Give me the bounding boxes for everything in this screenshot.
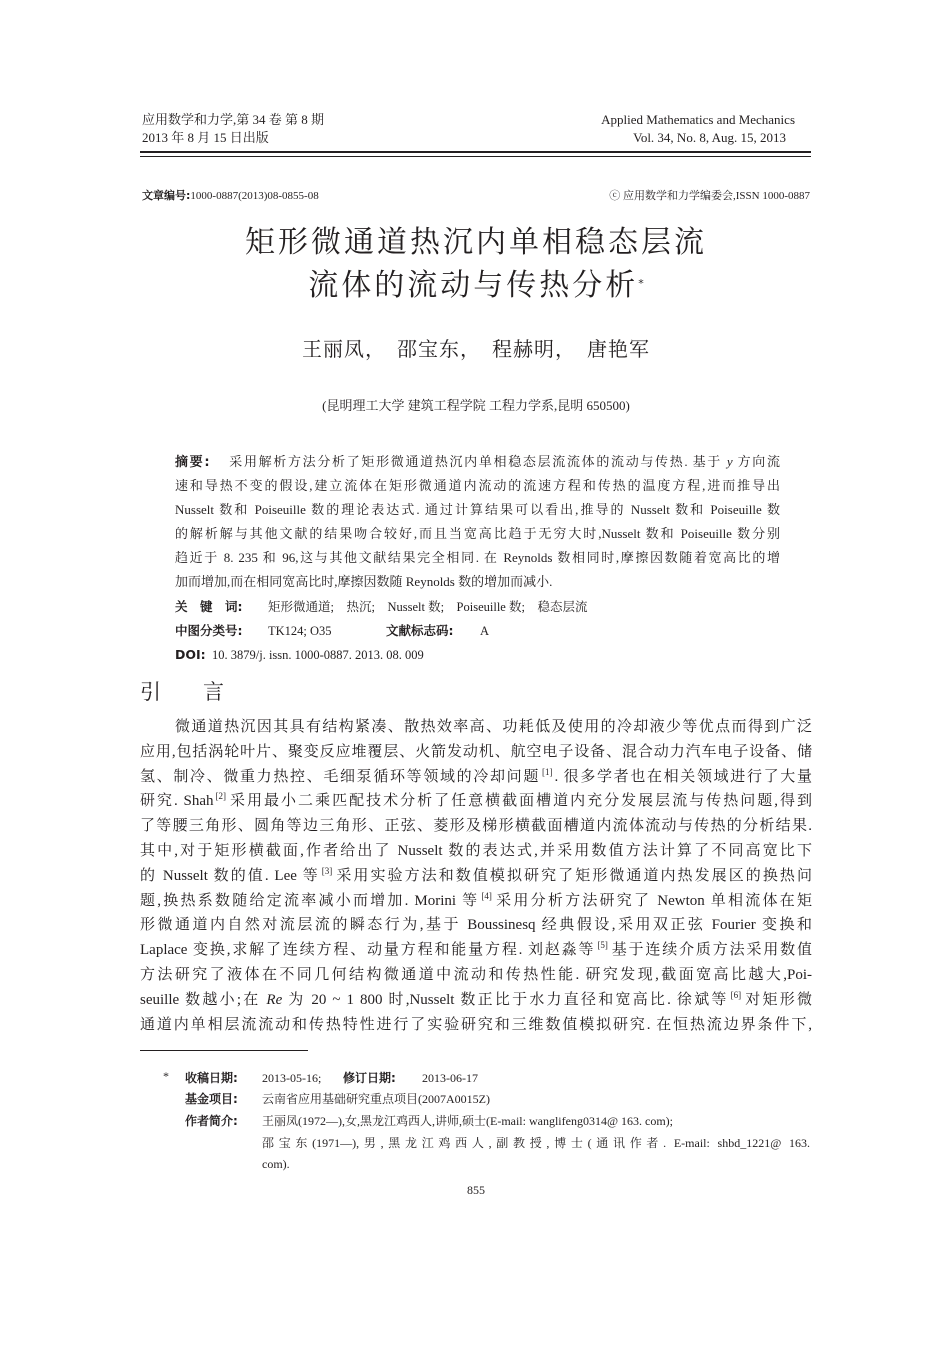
- document-code-label: 文献标志码:: [386, 623, 454, 638]
- article-number-value: 1000-0887(2013)08-0855-08: [190, 190, 319, 202]
- section-heading-introduction: 引 言: [140, 680, 224, 704]
- affiliation: (昆明理工大学 建筑工程学院 工程力学系,昆明 650500): [322, 398, 630, 413]
- text-run: . 很多学者也在相关领域进行了大量: [554, 768, 812, 785]
- body-line: [140, 742, 812, 762]
- footnote-funding: [185, 1090, 490, 1108]
- keywords-row: [175, 597, 587, 617]
- citation-ref: [4]: [481, 890, 492, 901]
- body-line: [140, 841, 812, 861]
- funding-label: 基金项目:: [185, 1092, 238, 1106]
- footnote-star: *: [163, 1069, 169, 1083]
- text-run: 形微通道内自然对流层流的瞬态行为,基于 Boussinesq 经典假设,采用双正弦 Fourier 变换和: [140, 917, 812, 934]
- text-run: 加而增加,而在相同宽高比时,摩擦因数随 Reynolds 数的增加而减小.: [175, 574, 553, 589]
- revised-label: 修订日期:: [343, 1071, 396, 1085]
- text-run: Nusselt 数和 Poiseuille 数的理论表达式. 通过计算结果可以看出,推导的 Nusselt 数和 Poiseuille 数: [175, 502, 780, 517]
- author-list: 王丽凤， 邵宝东， 程赫明， 唐艳军: [302, 339, 650, 361]
- document-code-value: A: [480, 624, 490, 638]
- abstract-line: [175, 476, 780, 496]
- citation-ref: [1]: [541, 766, 553, 777]
- math-symbol: Re: [266, 991, 283, 1008]
- footnote-author-bio: [185, 1112, 673, 1130]
- body-line: [140, 965, 812, 985]
- journal-name-en: Applied Mathematics and Mechanics: [601, 112, 795, 127]
- text-run: 对矩形微: [743, 991, 812, 1008]
- clc-value: TK124; O35: [268, 624, 332, 638]
- body-line: [140, 940, 812, 960]
- author-bio-line: com).: [262, 1157, 290, 1171]
- text-run: 微通道热沉因其具有结构紧凑、散热效率高、功耗低及使用的冷却液少等优点而得到广泛: [175, 719, 812, 735]
- title-line-2: [0, 266, 952, 306]
- citation-ref: [3]: [321, 865, 333, 876]
- abstract-line: [175, 548, 780, 568]
- text-run: 采用解析方法分析了矩形微通道热沉内单相稳态层流流体的流动与传热. 基于: [227, 454, 727, 469]
- page-number: 855: [467, 1183, 485, 1197]
- copyright-notice: ⓒ 应用数学和力学编委会,ISSN 1000-0887: [609, 190, 810, 202]
- math-symbol: y: [726, 454, 733, 469]
- author-bio-line: 邵宝东(1971—),男,黑龙江鸡西人,副教授,博士(通讯作者. E-mail: shbd_1221@ 163.: [262, 1136, 810, 1150]
- author-bio-line: 王丽凤(1972—),女,黑龙江鸡西人,讲师,硕士(E-mail: wanglifeng0314@ 163. com);: [262, 1114, 674, 1128]
- revised-date: 2013-06-17: [422, 1071, 478, 1085]
- doi-label: DOI:: [175, 647, 206, 662]
- body-line: [140, 915, 812, 935]
- text-run: 了等腰三角形、圆角等边三角形、正弦、菱形及梯形横截面槽道内流体流动与传热的分析结果.: [140, 818, 812, 835]
- text-run: 通道内单相层流流动和传热特性进行了实验研究和三维数值模拟研究. 在恒热流边界条件下,: [140, 1016, 812, 1033]
- abstract-label: 摘要:: [175, 455, 210, 470]
- keywords-label: 关 键 词:: [175, 599, 243, 614]
- body-line: [140, 1015, 812, 1035]
- abstract-line: [175, 524, 780, 544]
- text-run: 采用最小二乘匹配技术分析了任意横截面槽道内充分发展层流与传热问题,得到: [228, 793, 812, 810]
- classification-row: [175, 621, 489, 641]
- text-run: 采用实验方法和数值模拟研究了矩形微通道内热发展区的换热问: [334, 867, 812, 884]
- text-run: 为 20 ~ 1 800 时,Nusselt 数正比于水力直径和宽高比. 徐斌等: [282, 991, 729, 1008]
- text-run: 方法研究了液体在不同几何结构微通道中流动和传热性能. 研究发现,截面宽高比越大,Poi-: [140, 967, 812, 983]
- abstract-line: [175, 572, 780, 592]
- funding-value: 云南省应用基础研究重点项目(2007A0015Z): [262, 1092, 490, 1106]
- footnote-dates: [185, 1069, 478, 1087]
- citation-ref: [5]: [597, 940, 608, 951]
- text-run: 的 Nusselt 数的值. Lee 等: [140, 867, 320, 884]
- text-run: 其中,对于矩形横截面,作者给出了 Nusselt 数的表达式,并采用数值方法计算了不同高宽比下: [140, 843, 812, 859]
- journal-name-cn: 应用数学和力学,第 34 卷 第 8 期: [142, 112, 325, 127]
- article-number: [142, 188, 319, 204]
- footnote-separator: [140, 1050, 308, 1051]
- article-number-label: 文章编号:: [142, 189, 191, 202]
- text-run: 研究. Shah: [140, 793, 214, 810]
- received-label: 收稿日期:: [185, 1071, 238, 1085]
- text-run: 采用分析方法研究了 Newton 单相流体在矩: [493, 892, 813, 909]
- header-rule-thin: [140, 156, 811, 157]
- doi-row: [175, 645, 424, 665]
- text-run: 速和导热不变的假设,建立流体在矩形微通道内流动的流速方程和传热的温度方程,进而推导出: [175, 478, 780, 493]
- header-rule-thick: [140, 151, 811, 153]
- title-footnote-mark: *: [638, 277, 644, 290]
- keywords-value: 矩形微通道; 热沉; Nusselt 数; Poiseuille 数; 稳态层流: [268, 600, 588, 614]
- author-bio-label: 作者简介:: [185, 1114, 238, 1128]
- volume-info-en: Vol. 34, No. 8, Aug. 15, 2013: [633, 130, 786, 145]
- text-run: 趋近于 8. 235 和 96,这与其他文献结果完全相同. 在 Reynolds 数相同时,摩擦因数随着宽高比的增: [175, 550, 780, 565]
- text-run: Laplace 变换,求解了连续方程、动量方程和能量方程. 刘赵淼等: [140, 942, 596, 959]
- body-line: [140, 816, 812, 836]
- body-line: [140, 767, 812, 787]
- citation-ref: [2]: [215, 791, 227, 802]
- text-run: 应用,包括涡轮叶片、聚变反应堆覆层、火箭发动机、航空电子设备、混合动力汽车电子设备、储: [140, 743, 812, 760]
- body-line: [140, 791, 812, 811]
- text-run: 的解析解与其他文献的结果吻合较好,而且当宽高比趋于无穷大时,Nusselt 数和 Poiseuille 数分别: [175, 526, 780, 541]
- clc-label: 中图分类号:: [175, 623, 243, 638]
- title-line-2-text: 流体的流动与传热分析: [308, 268, 639, 303]
- text-run: 氢、制冷、微重力热控、毛细泵循环等领域的冷却问题: [140, 768, 540, 785]
- title-line-1: 矩形微通道热沉内单相稳态层流: [245, 225, 707, 260]
- text-run: seuille 数越小;在: [140, 991, 267, 1008]
- text-run: 方向流: [732, 454, 780, 469]
- abstract-line: [175, 452, 780, 472]
- issue-date-cn: 2013 年 8 月 15 日出版: [142, 130, 269, 145]
- body-line: [140, 866, 812, 886]
- citation-ref: [6]: [730, 989, 742, 1000]
- body-line: [140, 891, 812, 911]
- body-line: [175, 717, 812, 737]
- text-run: 题,换热系数随给定流率减小而增加. Morini 等: [140, 892, 480, 909]
- abstract-line: [175, 500, 780, 520]
- doi-value: 10. 3879/j. issn. 1000-0887. 2013. 08. 009: [212, 648, 424, 662]
- text-run: 基于连续介质方法采用数值: [609, 942, 812, 959]
- received-date: 2013-05-16;: [262, 1071, 322, 1085]
- body-line: [140, 990, 812, 1010]
